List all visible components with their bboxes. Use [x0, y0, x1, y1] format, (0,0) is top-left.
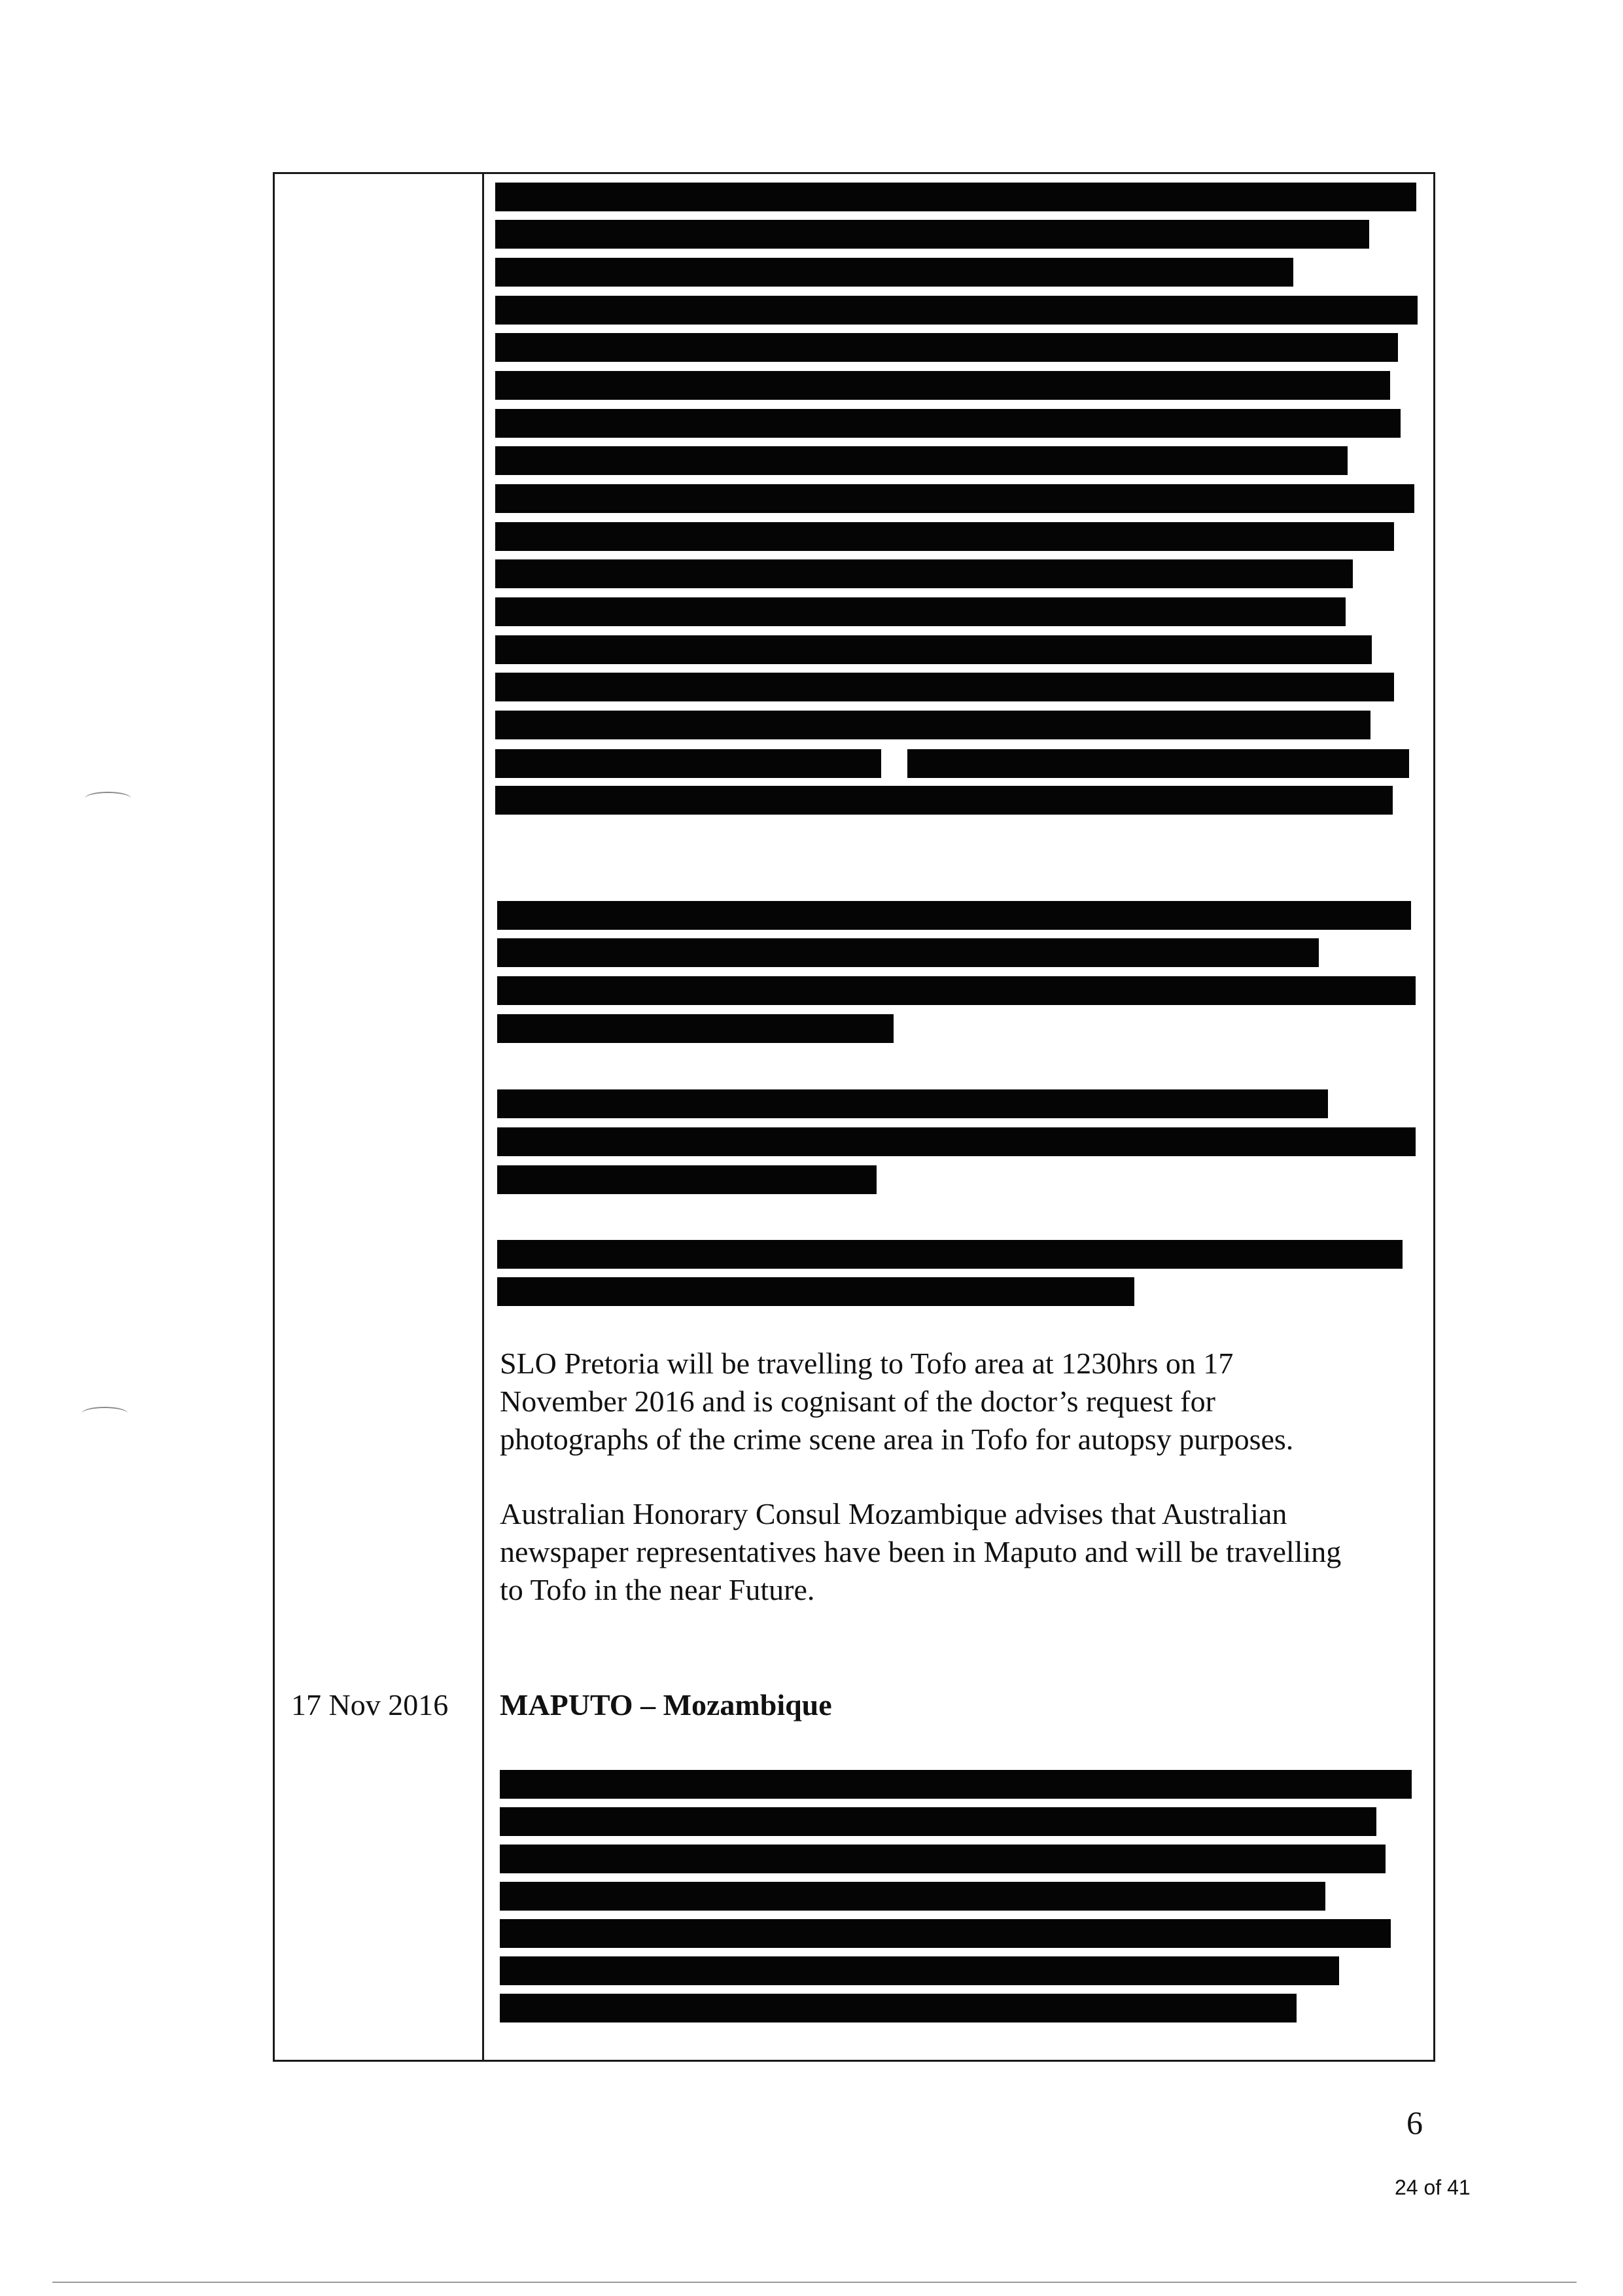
redacted-text — [495, 597, 1346, 626]
redacted-text — [907, 749, 1409, 778]
page-count: 24 of 41 — [1395, 2176, 1471, 2199]
redacted-text — [497, 1089, 1328, 1118]
redacted-text — [497, 938, 1319, 967]
paragraph-honorary-consul: Australian Honorary Consul Mozambique advises that Australian newspaper representatives have been in Maputo and will be travelling to Tofo in the near Future. — [500, 1497, 1342, 1606]
punch-hole-mark — [85, 792, 131, 805]
paragraph-slo-pretoria: SLO Pretoria will be travelling to Tofo area at 1230hrs on 17 November 2016 and is cognisant of the doctor’s request for photographs of the crime scene area in Tofo for autopsy purposes. — [500, 1347, 1294, 1456]
redacted-text — [495, 749, 881, 778]
redacted-text — [500, 1882, 1325, 1911]
page-number: 6 — [1406, 2104, 1423, 2141]
redacted-text — [495, 333, 1398, 362]
redacted-text — [495, 711, 1370, 739]
redacted-text — [500, 1845, 1386, 1873]
redacted-text — [497, 1277, 1134, 1306]
redacted-text — [495, 296, 1418, 325]
redacted-text — [495, 673, 1394, 701]
redacted-text — [500, 1956, 1339, 1985]
redacted-text — [500, 1770, 1412, 1799]
redacted-text — [495, 183, 1416, 211]
redacted-text — [500, 1919, 1391, 1948]
entry-heading: MAPUTO – Mozambique — [500, 1688, 832, 1722]
redacted-text — [495, 559, 1353, 588]
redacted-text — [497, 1240, 1403, 1269]
entry-date: 17 Nov 2016 — [291, 1688, 449, 1722]
redacted-text — [497, 1014, 894, 1043]
redacted-text — [495, 409, 1401, 438]
redacted-text — [500, 1994, 1297, 2022]
redacted-text — [495, 220, 1369, 249]
redacted-text — [497, 1165, 877, 1194]
redacted-text — [497, 976, 1416, 1005]
redacted-text — [495, 371, 1390, 400]
punch-hole-mark — [82, 1407, 128, 1420]
table-column-divider — [482, 172, 484, 2062]
redacted-text — [495, 635, 1372, 664]
scan-edge-line — [52, 2282, 1577, 2283]
redacted-text — [495, 446, 1348, 475]
redacted-text — [497, 901, 1411, 930]
redacted-text — [495, 258, 1293, 287]
redacted-text — [500, 1807, 1376, 1836]
redacted-text — [497, 1127, 1416, 1156]
redacted-text — [495, 484, 1414, 513]
redacted-text — [495, 522, 1394, 551]
redacted-text — [495, 786, 1393, 815]
